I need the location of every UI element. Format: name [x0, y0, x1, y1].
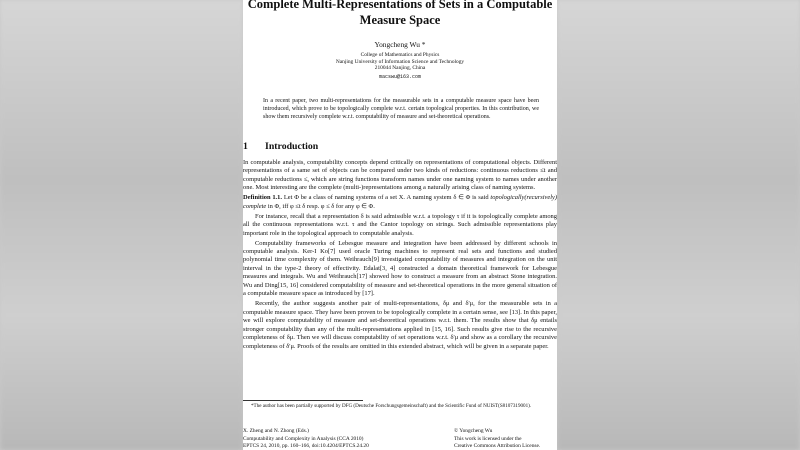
footnote: *The author has been partially supported by DFG (Deutsche Forschungsgemeinschaft) and the Scientific Fund of NUIST(S8107319001).: [251, 403, 532, 409]
footer-left: [243, 428, 369, 450]
footer-license-1: This work is licensed under the: [454, 435, 522, 442]
affiliation-line-2: Nanjing University of Information Science and Technology: [335, 58, 465, 65]
footer-venue: Computability and Complexity in Analysis (CCA 2010): [243, 435, 364, 442]
footer-citation: EPTCS 24, 2010, pp. 160–166, doi:10.4204/EPTCS.24.20: [243, 443, 369, 450]
definition-text-1: Let Φ be a class of naming systems of a set X. A naming system δ ∈ Φ is said: [283, 194, 489, 202]
definition-label: Definition 1.1.: [243, 194, 282, 202]
affiliation-line-1: College of Mathematics and Physics: [360, 52, 440, 58]
paragraph-4: Recently, the author suggests another pair of multi-representations, δμ and δ'μ, for the measurable sets in a computable measure space. They have been proven to be topologically complete in a certain sense, see [13]. In this paper, we will explore computability of measure and set-theoretical operations w.r.t. them. The results show that δμ entails stronger computability than any of the multi-representations applied in [15, 16]. Such results give rise to the recursive completeness of δμ. Then we will discuss computability of set operations w.r.t. δ'μ and show as a corollary the recursive completeness of δ'μ. Proofs of the results are omitted in this extended abstract, which will be given in a separate paper.: [243, 300, 557, 350]
paper-title: [243, 0, 557, 28]
author-name: Yongcheng Wu *: [374, 40, 426, 49]
section-title: Introduction: [265, 141, 319, 152]
section-heading: [243, 141, 318, 152]
paper-page: [243, 0, 557, 450]
definition-text-2: in Φ, iff φ ≤t δ resp. φ ≤ δ for any φ ∈ Φ.: [267, 202, 375, 210]
body-text: [243, 159, 557, 352]
background-right: [557, 0, 800, 450]
abstract: In a recent paper, two multi-representations for the measurable sets in a computable measure space have been introduced, which prove to be topologically complete w.r.t. certain topological properties. In this contribution, we show them recursively complete w.r.t. computability of measure and set-theoretical operations.: [263, 98, 539, 121]
title-line-2: Measure Space: [359, 13, 441, 27]
title-line-1: Complete Multi-Representations of Sets in a Computable: [247, 0, 553, 11]
paragraph-3: Computability frameworks of Lebesgue measure and integration have been addressed by different schools in computable analysis. Ker-I Ko[7] used oracle Turing machines to represent real sets and functions and studied polynomial time complexity of them. Weihrauch[9] investigated computability of measures and integration on the unit interval in the type-2 theory of effectivity. Edalat[3, 4] constructed a domain theoretical framework for Lebesgue measures and integrals. Wu and Weihrauch[17] showed how to construct a measure from an abstract Stone integration. Wu and Ding[15, 16] considered computability of measure and set-theoretical operations in the more general situation of a computable measure space as introduced by [17].: [243, 239, 557, 298]
definition-1-1: [243, 194, 557, 211]
author-email: macswu@163.com: [378, 74, 421, 80]
affiliation: [243, 52, 557, 72]
paragraph-1: In computable analysis, computability concepts depend critically on representations of computational objects. Different representations of a same set of objects can be compared under two kinds of reductions: continuous reductions ≤t and computable reductions ≤, which are string functions transform names under one naming system to names under another one. Most interesting are the complete (multi-)representations among a naturally arising class of naming systems.: [243, 159, 557, 192]
affiliation-line-3: 210044 Nanjing, China: [374, 65, 426, 72]
background-left: [0, 0, 243, 450]
footnote-rule: [243, 400, 363, 401]
footer-copyright: © Yongcheng Wu: [454, 428, 493, 434]
footer-editors: X. Zheng and N. Zhong (Eds.): [243, 428, 309, 434]
paragraph-2: For instance, recall that a representation δ is said admissible w.r.t. a topology τ if it is topologically complete among all the continuous representations w.r.t. τ and the Cantor topology on strings. Such admissible representations play important role in the topological approach to computable analysis.: [243, 212, 557, 237]
definition-italic: topologically(recursively) complete: [243, 194, 557, 210]
footer-right: [454, 428, 540, 450]
section-number: 1: [243, 141, 248, 152]
footer-license-2: Creative Commons Attribution License.: [454, 443, 541, 450]
